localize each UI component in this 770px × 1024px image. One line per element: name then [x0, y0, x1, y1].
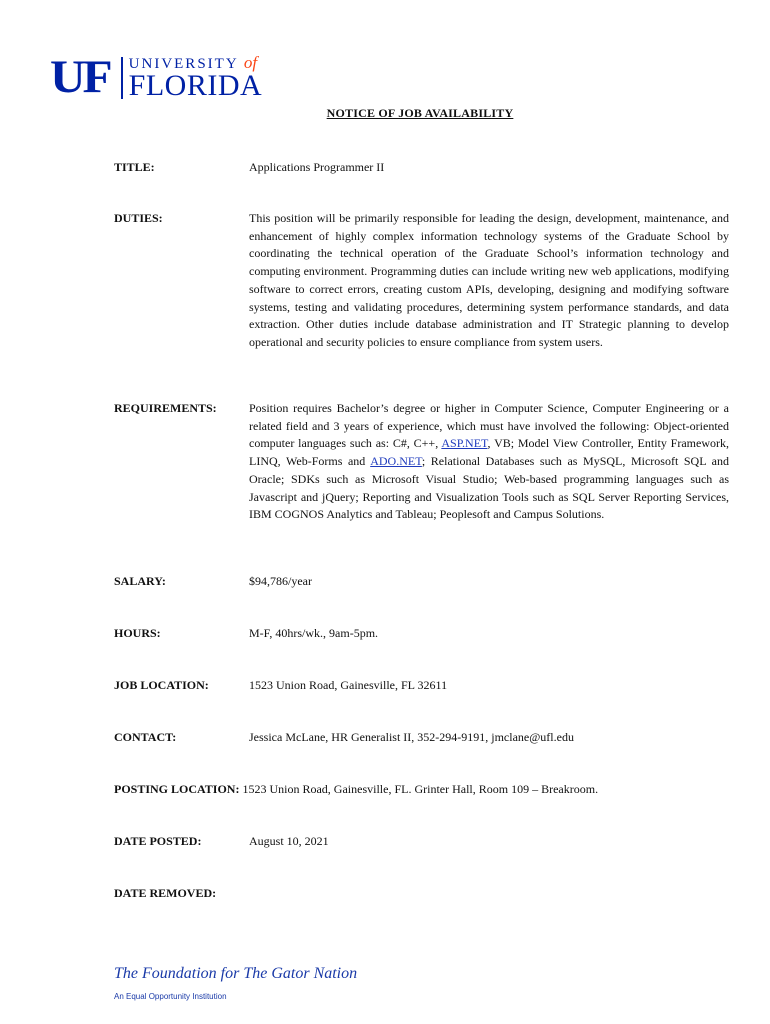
uf-monogram: UF: [50, 51, 110, 103]
job-location-value: 1523 Union Road, Gainesville, FL 32611: [249, 678, 448, 692]
logo-of: of: [243, 53, 258, 72]
logo-florida: FLORIDA: [128, 69, 263, 102]
contact-label: CONTACT:: [114, 730, 177, 744]
title-value: Applications Programmer II: [249, 160, 385, 174]
job-location-label: JOB LOCATION:: [114, 678, 209, 692]
ado-net-link[interactable]: ADO.NET: [370, 454, 422, 469]
duties-value: This position will be primarily responsible for leading the design, development, maintenance, and enhancement of highly complex information technology systems of the Graduate School by coordinating the technical operation of the Graduate School’s information technology and computing environment. Programming duties can include writing new web applications, modifying software to correct errors, creating custom APIs, developing, designing and modifying software systems, testing and validating procedures, determining system performance standards, and data extraction. Other duties include database administration and IT Strategic planning to develop operational and security policies to ensure compliance from system users.: [249, 211, 729, 349]
posting-location-row: [114, 781, 730, 799]
logo-divider: [121, 57, 123, 99]
logo-wordmark: [129, 55, 263, 101]
logo-university-word: UNIVERSITY: [128, 56, 239, 72]
duties-label: DUTIES:: [114, 211, 163, 225]
asp-net-link[interactable]: ASP.NET: [441, 436, 488, 451]
hours-value: M-F, 40hrs/wk., 9am-5pm.: [249, 626, 379, 640]
salary-value: $94,786/year: [249, 574, 312, 588]
hours-label: HOURS:: [114, 626, 161, 640]
requirements-value: [249, 400, 729, 524]
requirements-text-1: Position requires Bachelor’s degree or higher in Computer Science, Computer Engineering or a related field and 3 years of experience, which must have involved the following: Object-oriented computer languages such as: C#, C++,: [249, 401, 729, 451]
footer-subline: An Equal Opportunity Institution: [114, 992, 227, 1001]
notice-title: NOTICE OF JOB AVAILABILITY: [326, 106, 514, 120]
requirements-text-3: ; Relational Databases such as MySQL, Microsoft SQL and Oracle; SDKs such as Microsoft Visual Studio; Web-based programming languages such as Javascript and jQuery; Reporting and Visualization Tools such as SQL Server Reporting Services, IBM COGNOS Analytics and Tableau; Peoplesoft and Campus Solutions.: [249, 454, 729, 522]
requirements-text-2: , VB; Model View Controller, Entity Framework, LINQ, Web-Forms and: [249, 436, 729, 469]
salary-label: SALARY:: [114, 574, 166, 588]
uf-logo: [50, 51, 263, 103]
contact-value: Jessica McLane, HR Generalist II, 352-294-9191, jmclane@ufl.edu: [249, 730, 574, 744]
requirements-label: REQUIREMENTS:: [114, 401, 217, 415]
footer-tagline: The Foundation for The Gator Nation: [114, 965, 358, 982]
date-posted-label: DATE POSTED:: [114, 834, 202, 848]
posting-location-label: POSTING LOCATION:: [114, 782, 240, 796]
date-removed-label: DATE REMOVED:: [114, 886, 217, 900]
title-label: TITLE:: [114, 160, 155, 174]
date-posted-value: August 10, 2021: [249, 834, 329, 848]
posting-location-value: 1523 Union Road, Gainesville, FL. Grinter Hall, Room 109 – Breakroom.: [242, 782, 599, 796]
